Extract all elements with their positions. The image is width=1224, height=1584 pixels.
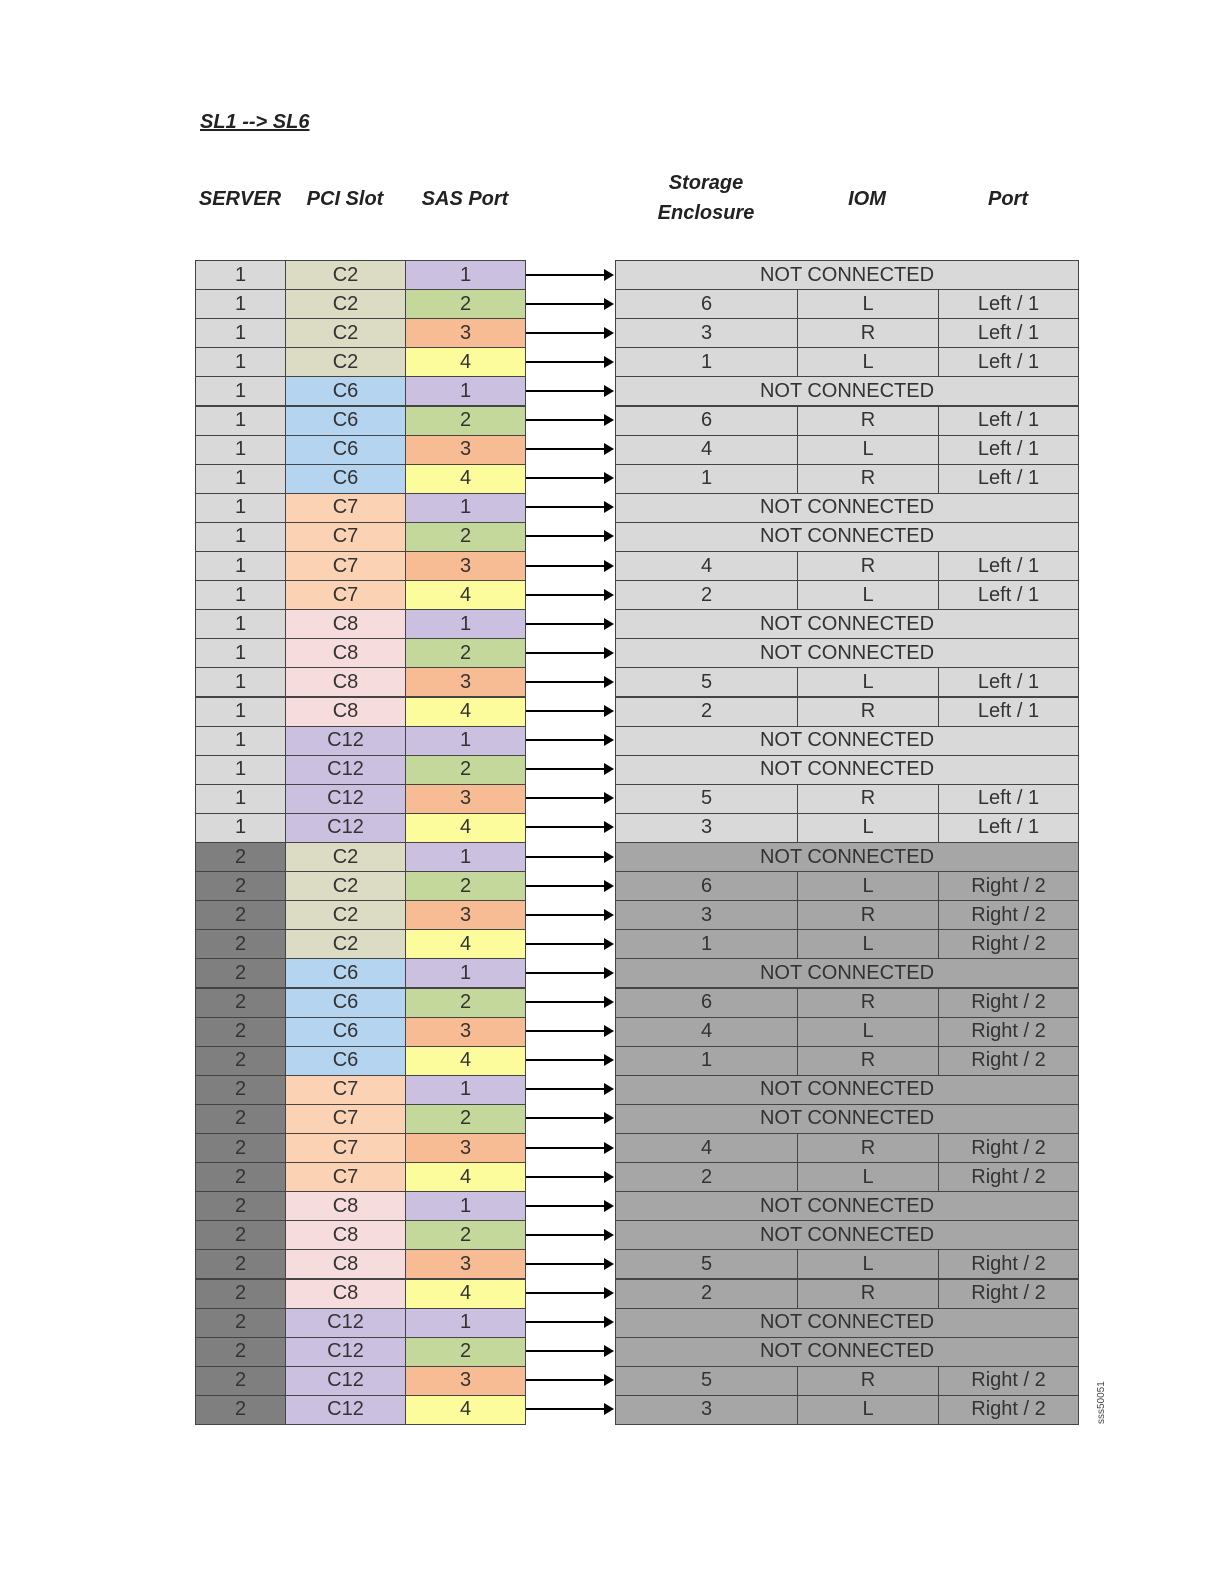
port-cell: Left / 1 [938,784,1079,814]
storage-enclosure-cell: 6 [615,871,798,901]
pci-slot-cell: C8 [285,1220,406,1250]
iom-cell: L [797,929,939,959]
pci-slot-cell: C8 [285,609,406,639]
storage-enclosure-cell: 5 [615,1366,798,1396]
server-cell: 1 [195,289,286,319]
connection-arrow [526,1205,612,1207]
sas-port-cell: 1 [405,842,526,872]
header-port: Port [988,188,1028,210]
pci-slot-cell: C6 [285,1017,406,1047]
header-sas-port: SAS Port [421,188,509,210]
pci-slot-cell: C6 [285,406,406,436]
server-cell: 1 [195,260,286,290]
sas-port-cell: 4 [405,697,526,727]
storage-enclosure-cell: 6 [615,406,798,436]
connection-arrow [526,710,612,712]
port-cell: Right / 2 [938,871,1079,901]
server-cell: 2 [195,871,286,901]
connection-arrow [526,1088,612,1090]
port-cell: Right / 2 [938,900,1079,930]
pci-slot-cell: C12 [285,726,406,756]
server-cell: 2 [195,1366,286,1396]
pci-slot-cell: C6 [285,958,406,988]
port-cell: Right / 2 [938,1017,1079,1047]
iom-cell: L [797,435,939,465]
port-cell: Left / 1 [938,580,1079,610]
sas-port-cell: 1 [405,1191,526,1221]
iom-cell: R [797,1279,939,1309]
not-connected-cell: NOT CONNECTED [615,260,1079,290]
not-connected-cell: NOT CONNECTED [615,1337,1079,1367]
pci-slot-cell: C2 [285,260,406,290]
iom-cell: L [797,1395,939,1425]
connection-arrow [526,1147,612,1149]
server-cell: 1 [195,435,286,465]
iom-cell: L [797,1017,939,1047]
server-cell: 2 [195,1308,286,1338]
port-cell: Right / 2 [938,1046,1079,1076]
sas-port-cell: 3 [405,1249,526,1279]
connection-arrow [526,1408,612,1410]
sas-port-cell: 1 [405,493,526,523]
port-cell: Right / 2 [938,1279,1079,1309]
pci-slot-cell: C7 [285,493,406,523]
pci-slot-cell: C6 [285,376,406,406]
sas-port-cell: 1 [405,1075,526,1105]
sas-port-cell: 2 [405,638,526,668]
port-cell: Right / 2 [938,1249,1079,1279]
server-cell: 1 [195,697,286,727]
pci-slot-cell: C7 [285,1133,406,1163]
pci-slot-cell: C8 [285,1191,406,1221]
sas-port-cell: 4 [405,1162,526,1192]
connection-arrow [526,1292,612,1294]
sas-port-cell: 2 [405,988,526,1018]
port-cell: Left / 1 [938,289,1079,319]
pci-slot-cell: C12 [285,1395,406,1425]
storage-enclosure-cell: 3 [615,318,798,348]
port-cell: Right / 2 [938,929,1079,959]
iom-cell: L [797,667,939,697]
port-cell: Right / 2 [938,1366,1079,1396]
server-cell: 1 [195,406,286,436]
connection-arrow [526,1030,612,1032]
pci-slot-cell: C8 [285,638,406,668]
pci-slot-cell: C8 [285,1249,406,1279]
server-cell: 2 [195,1191,286,1221]
pci-slot-cell: C2 [285,318,406,348]
connection-arrow [526,1350,612,1352]
pci-slot-cell: C12 [285,1308,406,1338]
port-cell: Right / 2 [938,1395,1079,1425]
storage-enclosure-cell: 1 [615,347,798,377]
sas-port-cell: 3 [405,435,526,465]
connection-arrow [526,274,612,276]
not-connected-cell: NOT CONNECTED [615,522,1079,552]
connection-arrow [526,332,612,334]
server-cell: 1 [195,493,286,523]
port-cell: Left / 1 [938,464,1079,494]
server-cell: 2 [195,1046,286,1076]
connection-arrow [526,739,612,741]
not-connected-cell: NOT CONNECTED [615,493,1079,523]
iom-cell: R [797,318,939,348]
connection-arrow [526,1379,612,1381]
sas-port-cell: 1 [405,260,526,290]
pci-slot-cell: C7 [285,1104,406,1134]
pci-slot-cell: C8 [285,697,406,727]
header-storage-enclosure-line2: Enclosure [657,202,755,224]
not-connected-cell: NOT CONNECTED [615,609,1079,639]
storage-enclosure-cell: 1 [615,1046,798,1076]
server-cell: 2 [195,1017,286,1047]
port-cell: Left / 1 [938,347,1079,377]
sas-port-cell: 3 [405,318,526,348]
sas-port-cell: 2 [405,406,526,436]
connection-arrow [526,885,612,887]
pci-slot-cell: C7 [285,1075,406,1105]
storage-enclosure-cell: 2 [615,1162,798,1192]
server-cell: 1 [195,580,286,610]
connection-arrow [526,652,612,654]
iom-cell: L [797,580,939,610]
iom-cell: L [797,871,939,901]
iom-cell: R [797,1046,939,1076]
iom-cell: L [797,1162,939,1192]
storage-enclosure-cell: 4 [615,551,798,581]
sas-port-cell: 2 [405,1220,526,1250]
port-cell: Right / 2 [938,1162,1079,1192]
port-cell: Left / 1 [938,813,1079,843]
connection-arrow [526,1176,612,1178]
storage-enclosure-cell: 2 [615,580,798,610]
iom-cell: R [797,1133,939,1163]
sas-port-cell: 2 [405,871,526,901]
pci-slot-cell: C7 [285,580,406,610]
not-connected-cell: NOT CONNECTED [615,958,1079,988]
iom-cell: L [797,289,939,319]
server-cell: 2 [195,1337,286,1367]
connection-arrow [526,1117,612,1119]
sas-port-cell: 4 [405,580,526,610]
storage-enclosure-cell: 3 [615,813,798,843]
connection-arrow [526,856,612,858]
header-server: SERVER [198,188,282,210]
not-connected-cell: NOT CONNECTED [615,1220,1079,1250]
not-connected-cell: NOT CONNECTED [615,755,1079,785]
server-cell: 2 [195,1279,286,1309]
server-cell: 1 [195,347,286,377]
connection-arrow [526,768,612,770]
sas-port-cell: 3 [405,667,526,697]
pci-slot-cell: C7 [285,522,406,552]
storage-enclosure-cell: 3 [615,1395,798,1425]
connection-arrow [526,506,612,508]
iom-cell: R [797,406,939,436]
connection-arrow [526,623,612,625]
port-cell: Left / 1 [938,406,1079,436]
pci-slot-cell: C8 [285,1279,406,1309]
server-cell: 2 [195,842,286,872]
connection-arrow [526,565,612,567]
connection-arrow [526,477,612,479]
server-cell: 2 [195,988,286,1018]
not-connected-cell: NOT CONNECTED [615,842,1079,872]
header-storage-enclosure [616,168,796,228]
sas-port-cell: 1 [405,726,526,756]
iom-cell: R [797,697,939,727]
server-cell: 2 [195,1249,286,1279]
sas-port-cell: 4 [405,1046,526,1076]
port-cell: Right / 2 [938,988,1079,1018]
page-title: SL1 --> SL6 [200,111,310,133]
connection-arrow [526,1321,612,1323]
pci-slot-cell: C2 [285,871,406,901]
pci-slot-cell: C7 [285,551,406,581]
connection-arrow [526,303,612,305]
sas-port-cell: 1 [405,376,526,406]
connection-arrow [526,1263,612,1265]
not-connected-cell: NOT CONNECTED [615,1075,1079,1105]
storage-enclosure-cell: 1 [615,929,798,959]
storage-enclosure-cell: 3 [615,900,798,930]
server-cell: 2 [195,1075,286,1105]
pci-slot-cell: C2 [285,842,406,872]
server-cell: 1 [195,784,286,814]
server-cell: 2 [195,900,286,930]
connection-arrow [526,361,612,363]
storage-enclosure-cell: 4 [615,1133,798,1163]
storage-enclosure-cell: 5 [615,1249,798,1279]
sas-port-cell: 4 [405,347,526,377]
connection-arrow [526,914,612,916]
storage-enclosure-cell: 4 [615,435,798,465]
connection-arrow [526,535,612,537]
storage-enclosure-cell: 4 [615,1017,798,1047]
server-cell: 1 [195,667,286,697]
connection-arrow [526,681,612,683]
connection-arrow [526,419,612,421]
connection-arrow [526,943,612,945]
pci-slot-cell: C7 [285,1162,406,1192]
storage-enclosure-cell: 6 [615,289,798,319]
connection-arrow [526,448,612,450]
port-cell: Left / 1 [938,697,1079,727]
pci-slot-cell: C12 [285,755,406,785]
header-iom: IOM [848,188,886,210]
sas-port-cell: 1 [405,1308,526,1338]
server-cell: 1 [195,726,286,756]
pci-slot-cell: C2 [285,289,406,319]
server-cell: 2 [195,929,286,959]
storage-enclosure-cell: 1 [615,464,798,494]
iom-cell: R [797,551,939,581]
not-connected-cell: NOT CONNECTED [615,1308,1079,1338]
storage-enclosure-cell: 5 [615,667,798,697]
connection-arrow [526,594,612,596]
sas-port-cell: 4 [405,1395,526,1425]
not-connected-cell: NOT CONNECTED [615,376,1079,406]
iom-cell: R [797,1366,939,1396]
port-cell: Left / 1 [938,318,1079,348]
storage-enclosure-cell: 6 [615,988,798,1018]
iom-cell: L [797,1249,939,1279]
pci-slot-cell: C6 [285,464,406,494]
server-cell: 1 [195,522,286,552]
pci-slot-cell: C12 [285,813,406,843]
connection-arrow [526,390,612,392]
connection-arrow [526,797,612,799]
port-cell: Left / 1 [938,435,1079,465]
storage-enclosure-cell: 2 [615,697,798,727]
iom-cell: R [797,988,939,1018]
sas-port-cell: 3 [405,1133,526,1163]
server-cell: 1 [195,755,286,785]
server-cell: 1 [195,609,286,639]
server-cell: 1 [195,638,286,668]
server-cell: 2 [195,1395,286,1425]
iom-cell: R [797,464,939,494]
pci-slot-cell: C12 [285,784,406,814]
sas-port-cell: 2 [405,289,526,319]
server-cell: 1 [195,376,286,406]
sas-port-cell: 3 [405,1366,526,1396]
header-pci-slot: PCI Slot [306,188,384,210]
sas-port-cell: 4 [405,1279,526,1309]
sas-port-cell: 4 [405,929,526,959]
iom-cell: L [797,813,939,843]
pci-slot-cell: C2 [285,900,406,930]
iom-cell: L [797,347,939,377]
header-storage-enclosure-line1: Storage [668,172,744,194]
server-cell: 1 [195,464,286,494]
connection-arrow [526,972,612,974]
server-cell: 2 [195,1162,286,1192]
connection-arrow [526,1001,612,1003]
sas-port-cell: 2 [405,1104,526,1134]
connection-arrow [526,1234,612,1236]
pci-slot-cell: C2 [285,929,406,959]
server-cell: 2 [195,958,286,988]
sas-port-cell: 1 [405,958,526,988]
connection-arrow [526,826,612,828]
pci-slot-cell: C2 [285,347,406,377]
sas-port-cell: 2 [405,755,526,785]
storage-enclosure-cell: 2 [615,1279,798,1309]
sas-port-cell: 1 [405,609,526,639]
server-cell: 1 [195,551,286,581]
sas-port-cell: 2 [405,522,526,552]
sas-port-cell: 2 [405,1337,526,1367]
iom-cell: R [797,900,939,930]
pci-slot-cell: C12 [285,1337,406,1367]
sas-port-cell: 4 [405,813,526,843]
not-connected-cell: NOT CONNECTED [615,1104,1079,1134]
server-cell: 2 [195,1104,286,1134]
port-cell: Left / 1 [938,551,1079,581]
pci-slot-cell: C6 [285,1046,406,1076]
not-connected-cell: NOT CONNECTED [615,726,1079,756]
storage-enclosure-cell: 5 [615,784,798,814]
not-connected-cell: NOT CONNECTED [615,638,1079,668]
pci-slot-cell: C12 [285,1366,406,1396]
server-cell: 2 [195,1133,286,1163]
port-cell: Right / 2 [938,1133,1079,1163]
sas-port-cell: 4 [405,464,526,494]
sas-port-cell: 3 [405,784,526,814]
connection-arrow [526,1059,612,1061]
server-cell: 1 [195,318,286,348]
server-cell: 1 [195,813,286,843]
server-cell: 2 [195,1220,286,1250]
pci-slot-cell: C8 [285,667,406,697]
not-connected-cell: NOT CONNECTED [615,1191,1079,1221]
figure-code: sss50051 [1096,1381,1107,1424]
sas-port-cell: 3 [405,1017,526,1047]
pci-slot-cell: C6 [285,988,406,1018]
iom-cell: R [797,784,939,814]
port-cell: Left / 1 [938,667,1079,697]
sas-port-cell: 3 [405,900,526,930]
sas-port-cell: 3 [405,551,526,581]
pci-slot-cell: C6 [285,435,406,465]
